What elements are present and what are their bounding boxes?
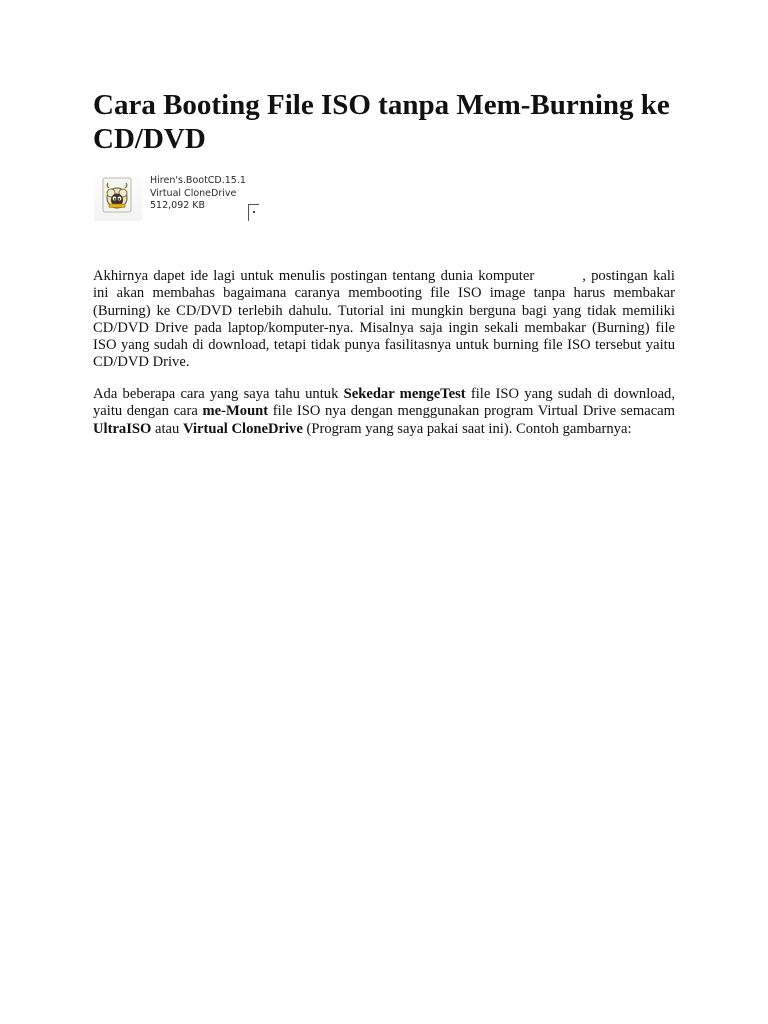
paragraph-methods-text5: (Program yang saya pakai saat ini). Contoh gambarnya: <box>302 420 632 437</box>
paragraph-intro-part2: , postingan kali ini akan membahas bagaimana caranya membooting file ISO image tanpa harus membakar (Burning) ke CD/DVD terlebih dahulu. Tutorial ini mungkin berguna bagi yang tidak memiliki CD/DVD Drive pada laptop/komputer-nya. Misalnya saja ingin sekali membakar (Burning) file ISO yang sudah di download, tetapi tidak punya fasilitasnya untuk burning file ISO tersebut yaitu CD/DVD Drive. <box>93 268 675 371</box>
paragraph-methods-text3: file ISO nya dengan menggunakan program Virtual Drive semacam <box>268 403 676 420</box>
paragraph-methods-text2: file ISO yang sudah di download, yaitu dengan cara <box>93 386 675 420</box>
file-details <box>150 175 246 213</box>
overlay-window-corner <box>248 204 259 221</box>
file-name: Hiren's.BootCD.15.1 <box>150 175 246 186</box>
paragraph-methods-text4: atau <box>151 420 183 437</box>
bold-me-mount: me-Mount <box>202 403 269 420</box>
file-icon-container <box>94 171 142 221</box>
paragraph-intro-part1: Akhirnya dapet ide lagi untuk menulis postingan tentang dunia komputer <box>93 268 535 284</box>
file-thumbnail[interactable] <box>94 171 259 221</box>
paragraph-methods <box>93 386 675 438</box>
file-size: 512,092 KB <box>150 200 206 211</box>
bold-sekedar-mengetest: Sekedar mengeTest <box>343 386 466 402</box>
paragraph-methods-text1: Ada beberapa cara yang saya tahu untuk <box>93 386 344 402</box>
article-title: Cara Booting File ISO tanpa Mem-Burning ke CD/DVD <box>93 89 670 155</box>
virtual-clonedrive-sheep-icon <box>100 174 136 216</box>
bold-virtual-clonedrive: Virtual CloneDrive <box>182 420 303 437</box>
paragraph-intro <box>93 268 675 372</box>
file-type: Virtual CloneDrive <box>150 187 237 199</box>
bold-ultraiso: UltraISO <box>93 420 152 437</box>
